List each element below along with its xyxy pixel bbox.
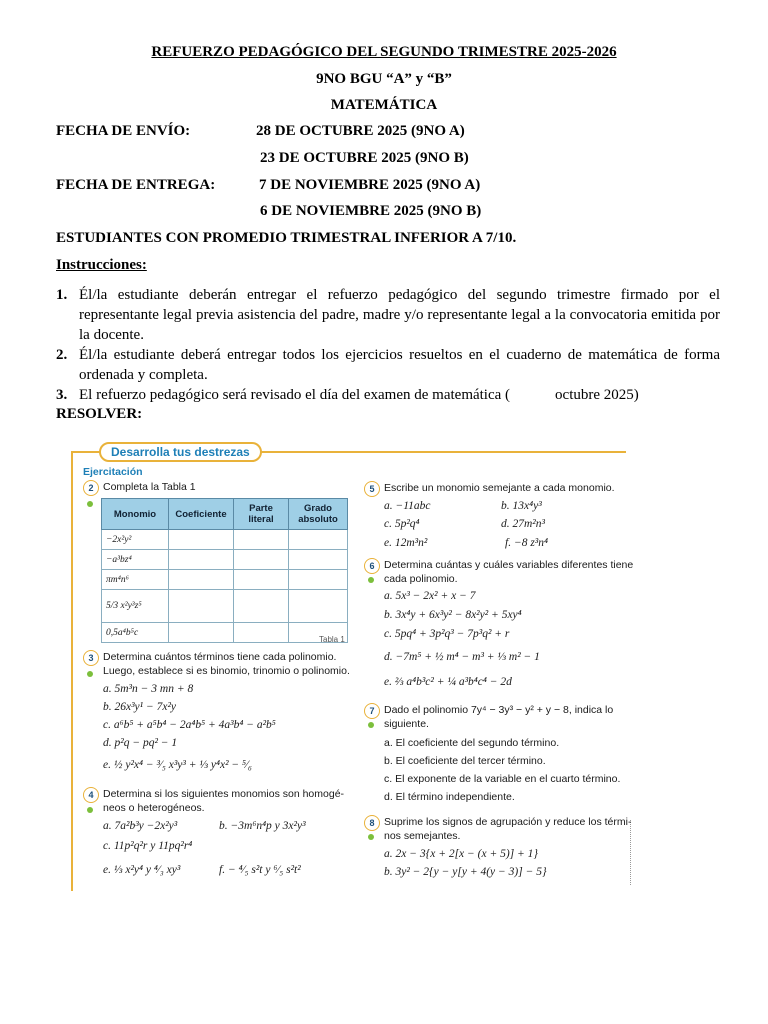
exercise-number-badge: 4 (83, 787, 99, 803)
exercise-item: f. −8 z³n⁴ (505, 537, 549, 549)
table-header: Monomio (102, 499, 169, 530)
resolver-heading: RESOLVER: (56, 406, 143, 422)
panel-right-dotted-border (630, 820, 631, 885)
table-row (102, 590, 348, 623)
exercise-text: Completa la Tabla 1 (103, 481, 196, 493)
section-label: Ejercitación (83, 466, 143, 478)
table-cell[interactable] (169, 590, 234, 623)
exercise-item: e. ½ y²x⁴ − ³⁄₅ x³y³ + ⅓ y⁴x² − ⁵⁄₆ (103, 759, 252, 771)
exercise-number-badge: 5 (364, 481, 380, 497)
table-cell[interactable] (169, 623, 234, 643)
exercise-number-badge: 6 (364, 558, 380, 574)
exercise-item: c. 11p²q²r y 11pq²r⁴ (103, 840, 193, 852)
exercise-item: d. p²q − pq² − 1 (103, 737, 178, 749)
exercise-number-badge: 2 (83, 480, 99, 496)
exercise-item: b. 3y² − 2{y − y[y + 4(y − 3)] − 5} (384, 866, 547, 878)
table-caption: Tabla 1 (319, 635, 345, 644)
instruction-number: 3. (56, 387, 68, 403)
table-cell[interactable] (289, 530, 348, 550)
exercise-item: e. ⅔ a⁴b³c² + ¼ a³b⁴c⁴ − 2d (384, 676, 512, 688)
bullet-dot (87, 807, 93, 813)
exercise-item: a. 5m³n − 3 mn + 8 (103, 683, 194, 695)
audience-note: ESTUDIANTES CON PROMEDIO TRIMESTRAL INFERIOR A 7/10. (56, 230, 517, 246)
exercise-number-badge: 7 (364, 703, 380, 719)
table-cell[interactable] (169, 550, 234, 570)
table-cell: 5/3 x²y³z⁵ (102, 590, 169, 623)
exercise-item: d. −7m⁵ + ½ m⁴ − m³ + ⅓ m² − 1 (384, 651, 540, 663)
exercise-text: Luego, establece si es binomio, trinomio o polinomio. (103, 665, 350, 677)
monomial-table (101, 498, 348, 643)
table-header: Coeficiente (169, 499, 234, 530)
exercise-text: siguiente. (384, 718, 429, 730)
exercise-item: a. El coeficiente del segundo término. (384, 737, 560, 749)
instruction-item (56, 285, 720, 345)
table-row (102, 550, 348, 570)
exercise-item: c. 5pq⁴ + 3p²q³ − 7p³q² + r (384, 628, 510, 640)
exercise-number-badge: 3 (83, 650, 99, 666)
bullet-dot (368, 722, 374, 728)
instruction-number: 2. (56, 347, 68, 363)
exercise-item: e. 12m³n² (384, 537, 428, 549)
exercise-text: Determina cuántos términos tiene cada polinomio. (103, 651, 337, 663)
exercise-item: a. 5x³ − 2x² + x − 7 (384, 590, 476, 602)
exercise-item: d. 27m²n³ (501, 518, 545, 530)
bullet-dot (87, 501, 93, 507)
exercise-item: a. −11abc (384, 500, 431, 512)
table-cell[interactable] (234, 590, 289, 623)
exercise-text: Dado el polinomio 7y⁴ − 3y³ − y² + y − 8, indica lo (384, 704, 614, 716)
table-header: Parte literal (234, 499, 289, 530)
instruction-number: 1. (56, 287, 68, 303)
table-cell[interactable] (169, 530, 234, 550)
document-title: REFUERZO PEDAGÓGICO DEL SEGUNDO TRIMESTRE 2025-2026 (151, 44, 617, 60)
table-cell: −a³bz⁴ (102, 550, 169, 570)
exercise-item: c. El exponente de la variable en el cuarto término. (384, 773, 621, 785)
table-row (102, 623, 348, 643)
exercise-panel (71, 440, 634, 890)
table-row (102, 530, 348, 550)
instruction-text: Él/la estudiante deberá entregar todos los ejercicios resueltos en el cuaderno de matemática de forma ordenada y completa. (79, 347, 720, 383)
due-date-a: 7 DE NOVIEMBRE 2025 (9NO A) (259, 177, 481, 193)
table-cell[interactable] (234, 570, 289, 590)
exercise-text: Escribe un monomio semejante a cada monomio. (384, 482, 615, 494)
table-cell: −2x²y² (102, 530, 169, 550)
panel-left-border (71, 451, 73, 891)
table-cell[interactable] (234, 550, 289, 570)
send-date-label: FECHA DE ENVÍO: (56, 123, 191, 139)
exercise-item: c. 5p²q⁴ (384, 518, 420, 530)
exercise-item: a. 7a²b³y −2x²y³ (103, 820, 178, 832)
exercise-item: d. El término independiente. (384, 791, 515, 803)
instruction-text: El refuerzo pedagógico será revisado el día del examen de matemática ( octubre 2025) (79, 387, 639, 403)
bullet-dot (368, 834, 374, 840)
exercise-text: nos semejantes. (384, 830, 461, 842)
table-cell[interactable] (234, 623, 289, 643)
table-row (102, 570, 348, 590)
exercise-text: Suprime los signos de agrupación y reduce los térmi- (384, 816, 632, 828)
table-cell[interactable] (289, 570, 348, 590)
exercise-item: a. 2x − 3{x + 2[x − (x + 5)] + 1} (384, 848, 539, 860)
instruction-text: Él/la estudiante deberán entregar el refuerzo pedagógico del segundo trimestre firmado por el representante legal previa asistencia del padre, madre y/o representante legal a la convocatoria emitida por la docente. (79, 287, 720, 343)
exercise-item: b. El coeficiente del tercer término. (384, 755, 546, 767)
instruction-item (56, 385, 720, 405)
bullet-dot (368, 577, 374, 583)
exercise-item: f. − ⁴⁄₅ s²t y ⁶⁄₅ s²t² (219, 864, 301, 876)
table-cell[interactable] (289, 590, 348, 623)
exercise-number-badge: 8 (364, 815, 380, 831)
table-cell[interactable] (289, 550, 348, 570)
exercise-item: b. 3x⁴y + 6x³y² − 8x²y² + 5xy⁴ (384, 609, 522, 621)
exercise-item: b. 13x⁴y³ (501, 500, 542, 512)
table-cell[interactable] (169, 570, 234, 590)
exercise-item: b. −3m⁶n⁴p y 3x²y³ (219, 820, 306, 832)
exercise-item: e. ⅓ x²y⁴ y ⁴⁄₃ xy³ (103, 864, 181, 876)
bullet-dot (87, 671, 93, 677)
subject-label: MATEMÁTICA (330, 97, 438, 113)
exercise-item: c. a⁶b⁵ + a⁵b⁴ − 2a⁴b⁵ + 4a³b⁴ − a²b⁵ (103, 719, 276, 731)
table-header: Grado absoluto (289, 499, 348, 530)
exercise-text: Determina si los siguientes monomios son homogé- (103, 788, 345, 800)
table-cell: 0,5a⁴b⁵c (102, 623, 169, 643)
exercise-text: neos o heterogéneos. (103, 802, 205, 814)
instructions-heading: Instrucciones: (56, 257, 147, 273)
due-date-b: 6 DE NOVIEMBRE 2025 (9NO B) (260, 203, 482, 219)
table-cell: πm⁴n⁶ (102, 570, 169, 590)
exercise-text: Determina cuántas y cuáles variables diferentes tiene (384, 559, 634, 571)
panel-tab-title: Desarrolla tus destrezas (99, 442, 262, 462)
send-date-a: 28 DE OCTUBRE 2025 (9NO A) (256, 123, 465, 139)
course-label: 9NO BGU “A” y “B” (316, 71, 452, 87)
exercise-text: cada polinomio. (384, 573, 458, 585)
instruction-item (56, 345, 720, 385)
send-date-b: 23 DE OCTUBRE 2025 (9NO B) (260, 150, 469, 166)
due-date-label: FECHA DE ENTREGA: (56, 177, 216, 193)
table-cell[interactable] (234, 530, 289, 550)
exercise-item: b. 26x³y¹ − 7x²y (103, 701, 177, 713)
